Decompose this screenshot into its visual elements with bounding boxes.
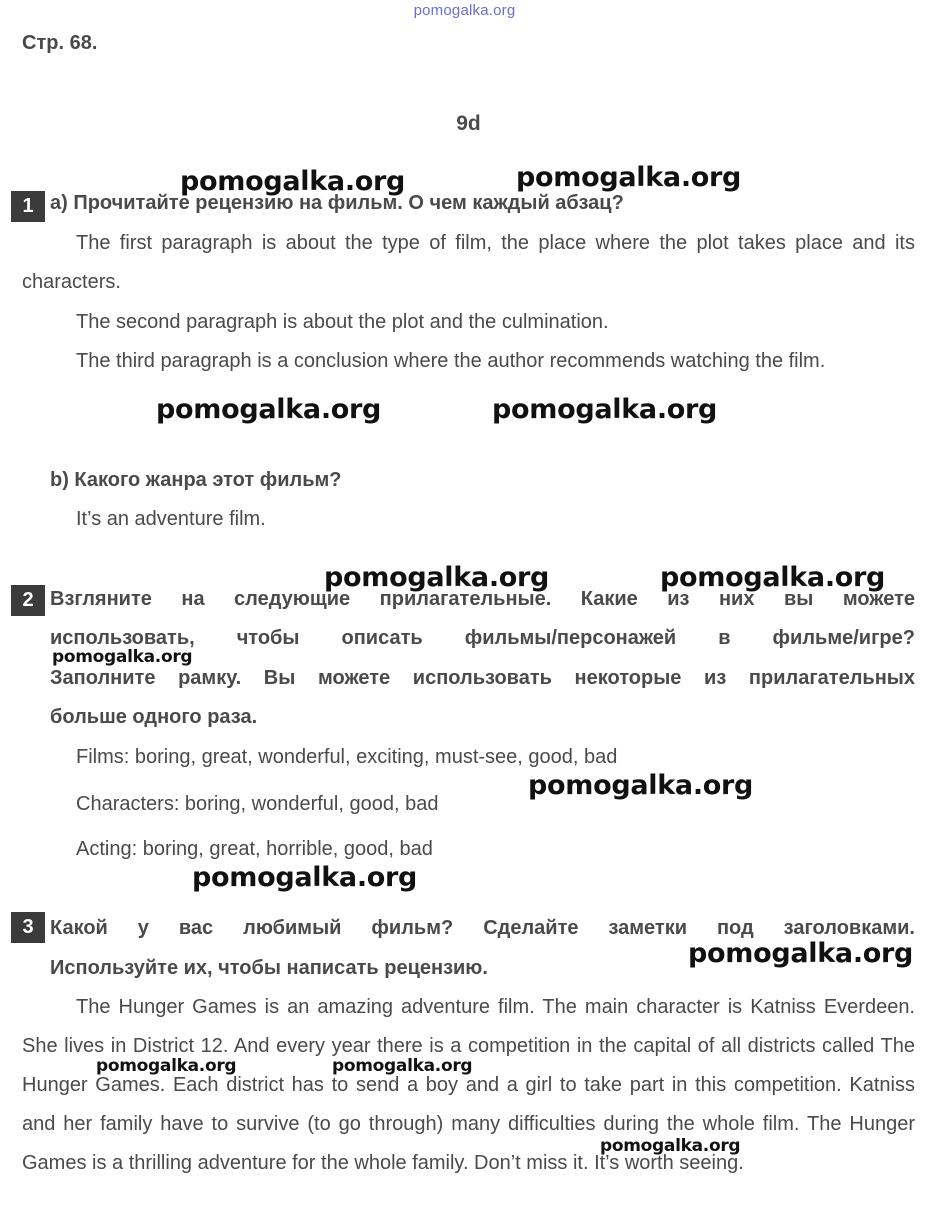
watermark-text: pomogalka.org	[180, 166, 406, 197]
task-number-badge-2: 2	[11, 585, 45, 616]
watermark-text: pomogalka.org	[688, 938, 914, 969]
task-number-badge-3: 3	[11, 912, 45, 943]
task1-question-a: a) Прочитайте рецензию на фильм. О чем каждый абзац?	[50, 192, 624, 214]
task1-answer-a3: The third paragraph is a conclusion where the author recommends watching the film.	[76, 350, 826, 372]
page-label: Стр. 68.	[22, 32, 98, 54]
task2-question-line-2: использовать, чтобы описать фильмы/персонажей в фильме/игре?	[50, 627, 915, 649]
task1-question-b: b) Какого жанра этот фильм?	[50, 469, 342, 491]
watermark-text: pomogalka.org	[156, 394, 382, 425]
task2-acting-line: Acting: boring, great, horrible, good, bad	[76, 838, 433, 860]
watermark-text: pomogalka.org	[324, 562, 550, 593]
task3-answer: The Hunger Games is an amazing adventure film. The main character is Katniss Everdeen. She lives in District 12. And every year there is a competition in the capital of all districts called The Hunger Games. Each district has to send a boy and a girl to take part in this competition. Katniss and her family have to survive (to go through) many difficulties during the whole film. The Hunger Games is a thrilling adventure for the whole family. Don’t miss it. It’s worth seeing.	[22, 996, 915, 1174]
task1-answer-b: It’s an adventure film.	[76, 508, 266, 530]
task3-question-line-1: Какой у вас любимый фильм? Сделайте заметки под заголовками.	[50, 917, 915, 939]
task2-question-line-1: Взгляните на следующие прилагательные. Какие из них вы можете	[50, 588, 915, 610]
watermark-text: pomogalka.org	[660, 562, 886, 593]
task1-answer-a1: The first paragraph is about the type of film, the place where the plot takes place and its characters.	[22, 232, 915, 293]
task2-question-line-3: Заполните рамку. Вы можете использовать некоторые из прилагательных	[50, 667, 915, 689]
watermark-text: pomogalka.org	[516, 162, 742, 193]
task-number-badge-1: 1	[11, 191, 45, 222]
watermark-text: pomogalka.org	[492, 394, 718, 425]
watermark-text: pomogalka.org	[528, 770, 754, 801]
task2-films-line: Films: boring, great, wonderful, exciting, must-see, good, bad	[76, 746, 618, 768]
watermark-text-small: pomogalka.org	[52, 647, 193, 667]
top-watermark: pomogalka.org	[413, 2, 516, 19]
task3-question-line-2: Используйте их, чтобы написать рецензию.	[50, 957, 488, 979]
task2-question-line-4: больше одного раза.	[50, 706, 258, 728]
watermark-text: pomogalka.org	[192, 862, 418, 893]
watermark-text-small: pomogalka.org	[96, 1056, 237, 1076]
task2-characters-line: Characters: boring, wonderful, good, bad	[76, 793, 439, 815]
watermark-text-small: pomogalka.org	[332, 1056, 473, 1076]
task1-answer-a2: The second paragraph is about the plot and the culmination.	[76, 311, 609, 333]
watermark-text-small: pomogalka.org	[600, 1136, 741, 1156]
section-title: 9d	[456, 112, 481, 135]
